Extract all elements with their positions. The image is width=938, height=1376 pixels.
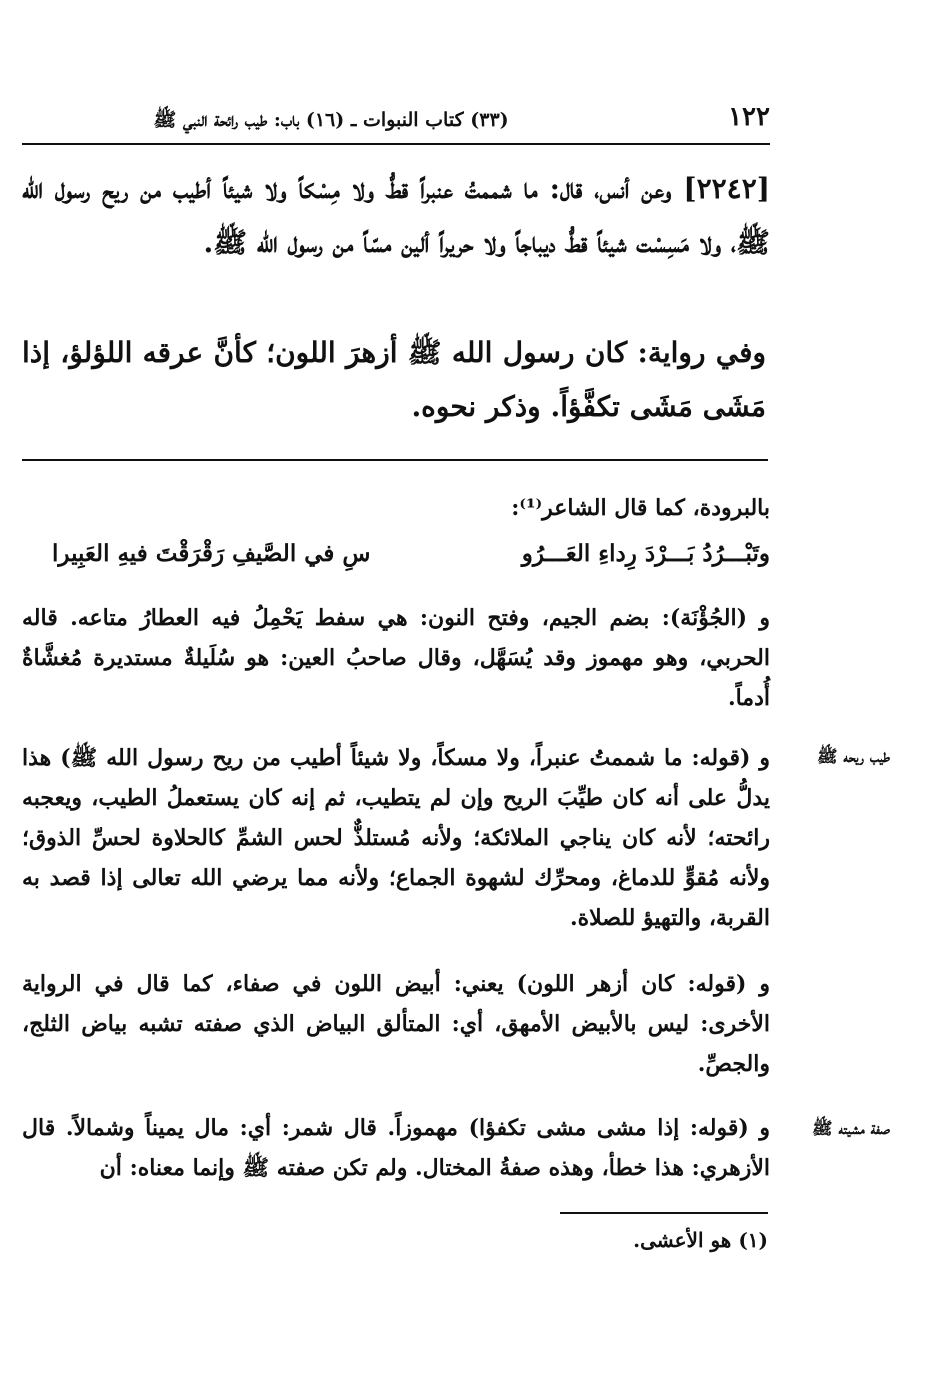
commentary-azhar-block [22,964,770,1084]
margin-note-mashy: صفة مشيته ﷺ [812,1119,890,1139]
commentary-rih-block [22,738,770,938]
hadith-riwaya-block [22,326,766,434]
commentary-intro-block [22,488,770,528]
commentary-azhar: و (قوله: كان أزهر اللون) يعني: أبيض اللون في صفاء، كما قال في الرواية الأخرى: ليس بالأبيض الأمهق، أي: المتألق البياض الذي صفته تشبه بياض الثلج، والجصِّ. [22,971,770,1077]
commentary-juna: و (الجُؤْنَة): بضم الجيم، وفتح النون: هي سفط يَحْمِلُ فيه العطارُ متاعه. قاله الحربي، وهو مهموز وقد يُسَهَّل، وقال صاحبُ العين: هو سُلَيلةٌ مستديرة مُغشَّاةٌ أُدماً. [22,605,770,711]
section-divider [22,459,768,461]
verse-second-hemistich: سِ في الصَّيفِ رَقْرَقْتَ فيهِ العَبِيرا [52,540,371,567]
hadith-riwaya-paragraph: وفي رواية: كان رسول الله ﷺ أزهرَ اللون؛ كأنَّ عرقه اللؤلؤ، إذا مَشَى مَشَى تكفَّؤاً. وذكر نحوه. [22,336,766,423]
verse-first-hemistich: وتَبْـــرُدُ بَـــرْدَ رِداءِ العَـــرُو [521,540,770,567]
hadith-main-paragraph: [٢٢٤٢] وعن أنس، قال: ما شممتُ عنبراً قطُّ ولا مِسْكاً ولا شيئاً أطيب من ريح رسول الله ﷺ، ولا مَسِسْت شيئاً قطُّ ديباجاً ولا حريراً ألين مسّاً من رسول الله ﷺ. [22,172,770,259]
page-number: ١٢٢ [728,102,770,132]
poetry-verse [22,540,770,580]
commentary-mashy: و (قوله: إذا مشى مشى تكفؤا) مهموزاً. قال شمر: أي: مال يميناً وشمالاً. قال الأزهري: هذا خطأ، وهذه صفةُ المختال. ولم تكن صفته ﷺ وإنما معناه: أن [22,1115,770,1181]
hadith-text [22,162,770,270]
footnote-rule [560,1212,768,1214]
page-header [22,98,770,142]
commentary-rih: و (قوله: ما شممتُ عنبراً، ولا مسكاً، ولا شيئاً أطيب من ريح رسول الله ﷺ) هذا يدلُّ على أنه كان طيِّبَ الريح وإن لم يتطيب، ثم إنه كان يستعملُ الطيب، ويعجبه رائحته؛ لأنه كان يناجي الملائكة؛ ولأنه مُستلذٌّ لحس الشمِّ كالحلاوة لحسِّ الذوق؛ ولأنه مُقوٍّ للدماغ، ومحرِّك لشهوة الجماع؛ ولأنه مما يرضي الله تعالى إذا قصد به القربة، والتهيؤ للصلاة. [22,745,770,931]
running-title: (٣٣) كتاب النبوات ـ (١٦) باب: طيب رائحة النبي ﷺ [153,109,509,131]
margin-note-rih: طيب ريحه ﷺ [816,747,890,767]
commentary-intro: بالبرودة، كما قال الشاعر⁽¹⁾: [511,495,770,521]
commentary-juna-block [22,598,770,718]
footnote: (١) هو الأعشى. [633,1228,768,1252]
header-rule [22,143,770,145]
commentary-mashy-block [22,1108,770,1188]
